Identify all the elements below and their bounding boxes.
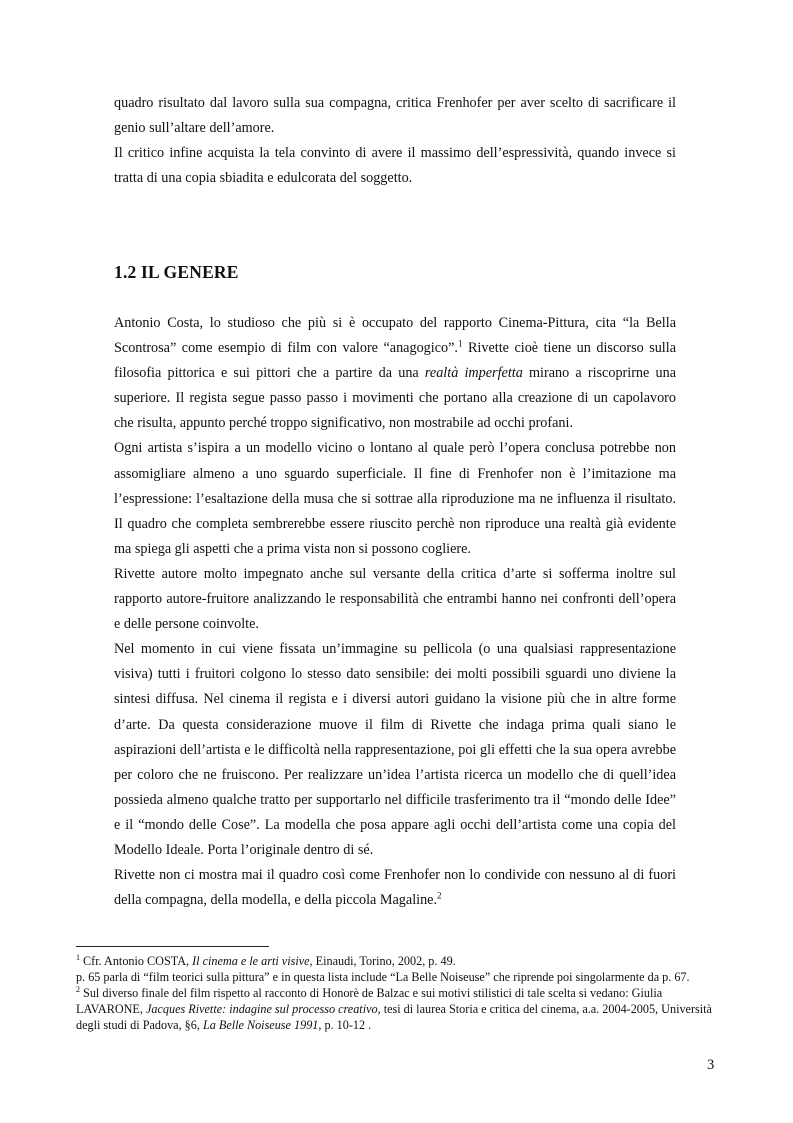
paragraph-1 [114,311,676,436]
paragraph-5 [114,863,676,913]
paragraph-1-part-c: mirano a riscoprirne una superiore. Il regista segue passo passo i movimenti che portano alla creazione di un capolavoro che risulta, appunto perché troppo significativo, non mostrabile ad occhi profani. [114,365,676,432]
footnote-2 [76,985,722,1033]
page-number: 3 [707,1057,715,1073]
footnote-ref-1[interactable]: 1 [457,338,463,349]
paragraph-2: Ogni artista s’ispira a un modello vicino o lontano al quale però l’opera conclusa potrebbe non assomigliare almeno a uno sguardo superficiale. Il fine di Frenhofer non è l’imitazione ma l’espressione: l’esaltazione della musa che si sottrae alla riproduzione ma ne influenza il risultato. Il quadro che completa sembrerebbe essere riuscito perchè non riproduce una realtà già evidente ma spiega gli aspetti che a prima vista non si possono cogliere. [114,440,676,557]
paragraph-1-part-b: Rivette cioè tiene un discorso sulla filosofia pittorica e sui pittori che a partire da una [114,340,676,382]
paragraph-1-part-a: Antonio Costa, lo studioso che più si è occupato del rapporto Cinema-Pittura, cita “la Bella Scontrosa” come esempio di film con valore “anagogico”. [114,315,676,357]
footnote-1-title: Il cinema e le arti visive [192,954,310,968]
intro-text [114,91,676,191]
footnote-2-title: Jacques Rivette: indagine sul processo creativo [145,1002,378,1017]
footnote-1-part-a: Cfr. Antonio COSTA, [80,954,193,968]
footnote-1 [76,953,722,969]
section-heading: 1.2 IL GENERE [114,262,239,282]
footnote-1-continuation: p. 65 parla di “film teorici sulla pittura” e in questa lista include “La Belle Noiseuse” che riprende poi singolarmente da p. 67. [76,970,690,985]
footnote-2-part-c: , p. 10-12 . [318,1018,372,1033]
paragraph-5-text: Rivette non ci mostra mai il quadro così come Frenhofer non lo condivide con nessuno al di fuori della compagna, della modella, e della piccola Magaline. [114,867,676,909]
footnote-2-film-title: La Belle Noiseuse 1991 [202,1018,319,1033]
footnotes [76,953,722,1033]
section-body [114,311,676,913]
paragraph-4: Nel momento in cui viene fissata un’immagine su pellicola (o una qualsiasi rappresentazione visiva) tutti i fruitori colgono lo stesso dato sensibile: dei molti possibili sguardi uno diviene la sintesi diffusa. Nel cinema il regista e i diversi autori guidano la visione più che in altre forme d’arte. Da questa considerazione muove il film di Rivette che indaga prima quali siano le aspirazioni dell’artista e le difficoltà nella rappresentazione, poi gli effetti che la sua opera avrebbe per coloro che ne fruiscono. Per realizzare un’idea l’artista ricerca un modello che di quell’idea possieda almeno qualche tratto per supportarlo nel difficile trasferimento tra il “mondo delle Idee” e il “mondo delle Cose”. La modella che posa appare agli occhi dell’artista come una copia del Modello Ideale. Porta l’originale dentro di sé. [114,641,676,858]
intro-paragraph-1: quadro risultato dal lavoro sulla sua compagna, critica Frenhofer per aver scelto di sacrificare il genio sull’altare dell’amore. [114,95,676,137]
intro-paragraph-2: Il critico infine acquista la tela convinto di avere il massimo dell’espressività, quando invece si tratta di una copia sbiadita e edulcorata del soggetto. [114,145,676,187]
paragraph-3: Rivette autore molto impegnato anche sul versante della critica d’arte si sofferma inoltre sul rapporto autore-fruitore analizzando le responsabilità che entrambi hanno nei confronti dell’opera e delle persone coinvolte. [114,565,676,633]
paragraph-1-emphasis: realtà imperfetta [424,365,523,382]
footnote-2-part-b: , tesi di laurea Storia e critica del cinema, a.a. 2004-2005, Università degli studi di Padova, §6, [76,1002,712,1033]
footnote-1-number: 1 [76,952,80,962]
footnote-1-part-b: , Einaudi, Torino, 2002, p. 49. [309,954,456,968]
footnote-ref-2[interactable]: 2 [437,890,442,901]
footnote-2-number: 2 [76,985,80,995]
footnote-separator [76,946,269,947]
footnote-2-part-a: Sul diverso finale del film rispetto al racconto di Honorè de Balzac e sui motivi stilistici di tale scelta si vedano: Giulia LAVARONE, [76,986,663,1017]
